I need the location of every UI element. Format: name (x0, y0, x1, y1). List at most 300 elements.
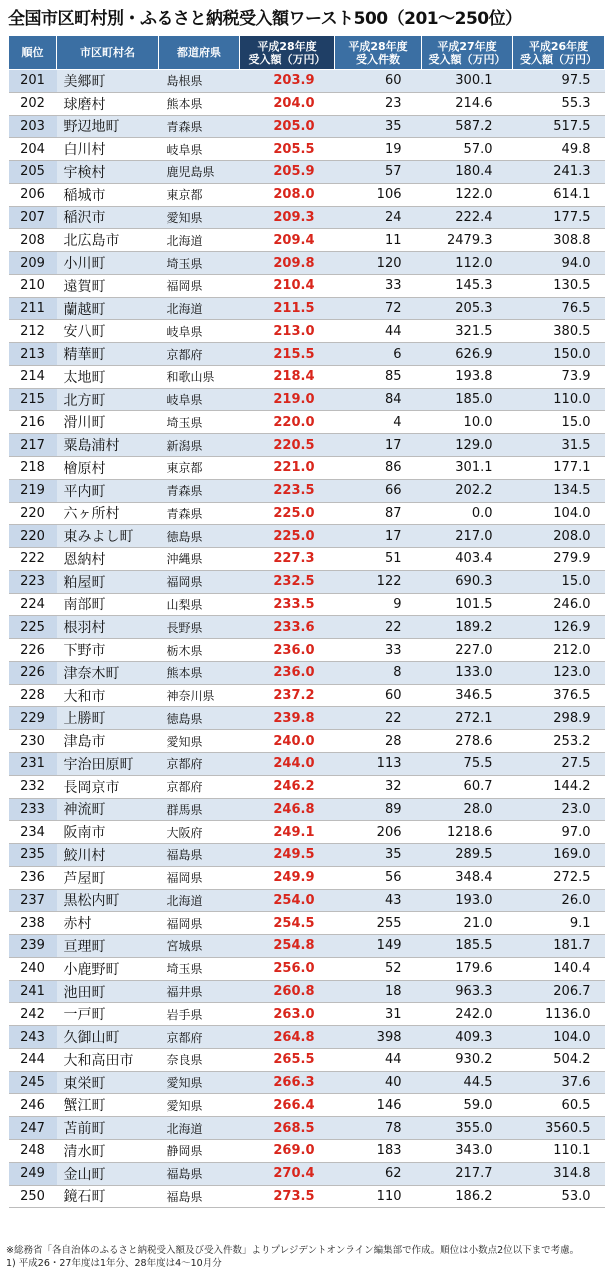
amount-h26-cell: 15.0 (513, 570, 605, 593)
amount-h27-cell: 122.0 (422, 183, 513, 206)
amount-h27-cell: 272.1 (422, 707, 513, 730)
city-cell: 神流町 (57, 798, 159, 821)
rank-cell: 203 (9, 115, 57, 138)
table-row (9, 548, 605, 571)
city-cell: 滑川町 (57, 411, 159, 434)
amount-h26-cell: 97.0 (513, 821, 605, 844)
count-h28-cell: 78 (335, 1117, 422, 1140)
header-amount-h28: 平成28年度 受入額（万円） (240, 36, 335, 70)
amount-h27-cell: 227.0 (422, 639, 513, 662)
rank-cell: 244 (9, 1048, 57, 1071)
count-h28-cell: 24 (335, 206, 422, 229)
table-row (9, 92, 605, 115)
amount-h26-cell: 241.3 (513, 161, 605, 184)
amount-h26-cell: 1136.0 (513, 1003, 605, 1026)
count-h28-cell: 33 (335, 274, 422, 297)
rank-cell: 240 (9, 957, 57, 980)
table-row (9, 502, 605, 525)
table-row (9, 161, 605, 184)
amount-h26-cell: 123.0 (513, 661, 605, 684)
count-h28-cell: 6 (335, 343, 422, 366)
rank-cell: 210 (9, 274, 57, 297)
table-row (9, 138, 605, 161)
amount-h27-cell: 60.7 (422, 775, 513, 798)
amount-h28-cell: 249.5 (240, 844, 335, 867)
amount-h27-cell: 59.0 (422, 1094, 513, 1117)
amount-h28-cell: 209.3 (240, 206, 335, 229)
count-h28-cell: 19 (335, 138, 422, 161)
amount-h28-cell: 233.5 (240, 593, 335, 616)
amount-h28-cell: 254.5 (240, 912, 335, 935)
city-cell: 遠賀町 (57, 274, 159, 297)
rank-cell: 225 (9, 616, 57, 639)
rank-cell: 230 (9, 730, 57, 753)
amount-h27-cell: 217.0 (422, 525, 513, 548)
count-h28-cell: 23 (335, 92, 422, 115)
amount-h28-cell: 204.0 (240, 92, 335, 115)
amount-h28-cell: 227.3 (240, 548, 335, 571)
pref-cell: 岐阜県 (159, 388, 240, 411)
pref-cell: 愛知県 (159, 206, 240, 229)
amount-h28-cell: 268.5 (240, 1117, 335, 1140)
amount-h26-cell: 49.8 (513, 138, 605, 161)
rank-cell: 201 (9, 70, 57, 93)
pref-cell: 山梨県 (159, 593, 240, 616)
city-cell: 平内町 (57, 479, 159, 502)
city-cell: 清水町 (57, 1139, 159, 1162)
table-row (9, 297, 605, 320)
city-cell: 亘理町 (57, 935, 159, 958)
amount-h28-cell: 246.8 (240, 798, 335, 821)
pref-cell: 鹿児島県 (159, 161, 240, 184)
pref-cell: 栃木県 (159, 639, 240, 662)
pref-cell: 大阪府 (159, 821, 240, 844)
city-cell: 池田町 (57, 980, 159, 1003)
pref-cell: 埼玉県 (159, 957, 240, 980)
city-cell: 粕屋町 (57, 570, 159, 593)
rank-cell: 229 (9, 707, 57, 730)
ranking-table (8, 35, 605, 1208)
city-cell: 下野市 (57, 639, 159, 662)
rank-cell: 248 (9, 1139, 57, 1162)
table-row (9, 980, 605, 1003)
table-row (9, 229, 605, 252)
pref-cell: 青森県 (159, 502, 240, 525)
table-row (9, 707, 605, 730)
amount-h27-cell: 101.5 (422, 593, 513, 616)
city-cell: 安八町 (57, 320, 159, 343)
amount-h28-cell: 249.1 (240, 821, 335, 844)
amount-h28-cell: 239.8 (240, 707, 335, 730)
amount-h27-cell: 217.7 (422, 1162, 513, 1185)
city-cell: 大和市 (57, 684, 159, 707)
city-cell: 六ヶ所村 (57, 502, 159, 525)
rank-cell: 214 (9, 365, 57, 388)
table-row (9, 1071, 605, 1094)
amount-h28-cell: 264.8 (240, 1026, 335, 1049)
amount-h28-cell: 210.4 (240, 274, 335, 297)
pref-cell: 京都府 (159, 775, 240, 798)
rank-cell: 232 (9, 775, 57, 798)
amount-h27-cell: 189.2 (422, 616, 513, 639)
pref-cell: 宮城県 (159, 935, 240, 958)
amount-h26-cell: 104.0 (513, 1026, 605, 1049)
table-row (9, 320, 605, 343)
count-h28-cell: 56 (335, 866, 422, 889)
amount-h26-cell: 23.0 (513, 798, 605, 821)
amount-h27-cell: 179.6 (422, 957, 513, 980)
pref-cell: 福島県 (159, 1162, 240, 1185)
rank-cell: 250 (9, 1185, 57, 1208)
amount-h27-cell: 57.0 (422, 138, 513, 161)
amount-h26-cell: 504.2 (513, 1048, 605, 1071)
rank-cell: 216 (9, 411, 57, 434)
amount-h26-cell: 104.0 (513, 502, 605, 525)
city-cell: 赤村 (57, 912, 159, 935)
rank-cell: 239 (9, 935, 57, 958)
count-h28-cell: 51 (335, 548, 422, 571)
amount-h28-cell: 221.0 (240, 457, 335, 480)
amount-h26-cell: 279.9 (513, 548, 605, 571)
pref-cell: 北海道 (159, 297, 240, 320)
table-row (9, 1117, 605, 1140)
rank-cell: 220 (9, 525, 57, 548)
header-pref: 都道府県 (159, 36, 240, 70)
count-h28-cell: 66 (335, 479, 422, 502)
table-row (9, 752, 605, 775)
rank-cell: 249 (9, 1162, 57, 1185)
table-row (9, 70, 605, 93)
rank-cell: 235 (9, 844, 57, 867)
amount-h27-cell: 193.0 (422, 889, 513, 912)
pref-cell: 埼玉県 (159, 411, 240, 434)
pref-cell: 島根県 (159, 70, 240, 93)
city-cell: 一戸町 (57, 1003, 159, 1026)
city-cell: 宇検村 (57, 161, 159, 184)
amount-h27-cell: 348.4 (422, 866, 513, 889)
amount-h26-cell: 272.5 (513, 866, 605, 889)
count-h28-cell: 44 (335, 320, 422, 343)
pref-cell: 青森県 (159, 479, 240, 502)
pref-cell: 沖縄県 (159, 548, 240, 571)
amount-h27-cell: 587.2 (422, 115, 513, 138)
rank-cell: 220 (9, 502, 57, 525)
amount-h28-cell: 209.8 (240, 252, 335, 275)
rank-cell: 204 (9, 138, 57, 161)
count-h28-cell: 18 (335, 980, 422, 1003)
rank-cell: 208 (9, 229, 57, 252)
pref-cell: 愛知県 (159, 1071, 240, 1094)
amount-h26-cell: 37.6 (513, 1071, 605, 1094)
table-row (9, 798, 605, 821)
amount-h26-cell: 130.5 (513, 274, 605, 297)
table-row (9, 957, 605, 980)
city-cell: 東みよし町 (57, 525, 159, 548)
rank-cell: 223 (9, 570, 57, 593)
amount-h27-cell: 133.0 (422, 661, 513, 684)
amount-h28-cell: 219.0 (240, 388, 335, 411)
rank-cell: 226 (9, 639, 57, 662)
pref-cell: 熊本県 (159, 661, 240, 684)
amount-h26-cell: 246.0 (513, 593, 605, 616)
rank-cell: 233 (9, 798, 57, 821)
amount-h26-cell: 140.4 (513, 957, 605, 980)
amount-h28-cell: 265.5 (240, 1048, 335, 1071)
amount-h26-cell: 177.5 (513, 206, 605, 229)
amount-h27-cell: 205.3 (422, 297, 513, 320)
amount-h28-cell: 218.4 (240, 365, 335, 388)
amount-h26-cell: 314.8 (513, 1162, 605, 1185)
amount-h27-cell: 278.6 (422, 730, 513, 753)
count-h28-cell: 183 (335, 1139, 422, 1162)
count-h28-cell: 106 (335, 183, 422, 206)
count-h28-cell: 85 (335, 365, 422, 388)
table-row (9, 570, 605, 593)
amount-h27-cell: 963.3 (422, 980, 513, 1003)
city-cell: 恩納村 (57, 548, 159, 571)
amount-h26-cell: 144.2 (513, 775, 605, 798)
table-row (9, 1185, 605, 1208)
count-h28-cell: 31 (335, 1003, 422, 1026)
amount-h28-cell: 205.0 (240, 115, 335, 138)
city-cell: 鏡石町 (57, 1185, 159, 1208)
city-cell: 阪南市 (57, 821, 159, 844)
count-h28-cell: 120 (335, 252, 422, 275)
count-h28-cell: 60 (335, 70, 422, 93)
table-row (9, 206, 605, 229)
pref-cell: 福島県 (159, 844, 240, 867)
amount-h27-cell: 343.0 (422, 1139, 513, 1162)
amount-h26-cell: 134.5 (513, 479, 605, 502)
rank-cell: 222 (9, 548, 57, 571)
amount-h26-cell: 60.5 (513, 1094, 605, 1117)
pref-cell: 北海道 (159, 229, 240, 252)
amount-h28-cell: 225.0 (240, 525, 335, 548)
amount-h26-cell: 517.5 (513, 115, 605, 138)
count-h28-cell: 4 (335, 411, 422, 434)
count-h28-cell: 28 (335, 730, 422, 753)
amount-h26-cell: 181.7 (513, 935, 605, 958)
amount-h27-cell: 10.0 (422, 411, 513, 434)
amount-h28-cell: 254.0 (240, 889, 335, 912)
table-row (9, 183, 605, 206)
count-h28-cell: 35 (335, 844, 422, 867)
amount-h26-cell: 110.0 (513, 388, 605, 411)
city-cell: 白川村 (57, 138, 159, 161)
count-h28-cell: 60 (335, 684, 422, 707)
count-h28-cell: 44 (335, 1048, 422, 1071)
amount-h28-cell: 256.0 (240, 957, 335, 980)
amount-h28-cell: 205.5 (240, 138, 335, 161)
table-row (9, 457, 605, 480)
header-rank: 順位 (9, 36, 57, 70)
amount-h28-cell: 244.0 (240, 752, 335, 775)
pref-cell: 岐阜県 (159, 138, 240, 161)
city-cell: 津奈木町 (57, 661, 159, 684)
rank-cell: 246 (9, 1094, 57, 1117)
table-row (9, 912, 605, 935)
amount-h26-cell: 208.0 (513, 525, 605, 548)
amount-h27-cell: 2479.3 (422, 229, 513, 252)
pref-cell: 東京都 (159, 457, 240, 480)
amount-h28-cell: 220.5 (240, 434, 335, 457)
header-amount-h27: 平成27年度 受入額（万円） (422, 36, 513, 70)
rank-cell: 236 (9, 866, 57, 889)
amount-h27-cell: 301.1 (422, 457, 513, 480)
table-row (9, 525, 605, 548)
amount-h26-cell: 206.7 (513, 980, 605, 1003)
city-cell: 稲城市 (57, 183, 159, 206)
rank-cell: 237 (9, 889, 57, 912)
rank-cell: 205 (9, 161, 57, 184)
count-h28-cell: 22 (335, 707, 422, 730)
amount-h28-cell: 232.5 (240, 570, 335, 593)
count-h28-cell: 8 (335, 661, 422, 684)
city-cell: 小川町 (57, 252, 159, 275)
pref-cell: 岐阜県 (159, 320, 240, 343)
pref-cell: 奈良県 (159, 1048, 240, 1071)
amount-h26-cell: 177.1 (513, 457, 605, 480)
table-row (9, 115, 605, 138)
rank-cell: 243 (9, 1026, 57, 1049)
amount-h28-cell: 237.2 (240, 684, 335, 707)
amount-h27-cell: 186.2 (422, 1185, 513, 1208)
amount-h26-cell: 150.0 (513, 343, 605, 366)
amount-h27-cell: 690.3 (422, 570, 513, 593)
count-h28-cell: 398 (335, 1026, 422, 1049)
city-cell: 鮫川村 (57, 844, 159, 867)
count-h28-cell: 40 (335, 1071, 422, 1094)
table-row (9, 616, 605, 639)
amount-h26-cell: 3560.5 (513, 1117, 605, 1140)
city-cell: 蘭越町 (57, 297, 159, 320)
count-h28-cell: 35 (335, 115, 422, 138)
count-h28-cell: 22 (335, 616, 422, 639)
amount-h28-cell: 215.5 (240, 343, 335, 366)
amount-h28-cell: 266.3 (240, 1071, 335, 1094)
amount-h27-cell: 222.4 (422, 206, 513, 229)
table-row (9, 844, 605, 867)
city-cell: 東栄町 (57, 1071, 159, 1094)
rank-cell: 242 (9, 1003, 57, 1026)
amount-h26-cell: 169.0 (513, 844, 605, 867)
amount-h28-cell: 208.0 (240, 183, 335, 206)
count-h28-cell: 11 (335, 229, 422, 252)
table-row (9, 365, 605, 388)
pref-cell: 静岡県 (159, 1139, 240, 1162)
table-row (9, 775, 605, 798)
count-h28-cell: 57 (335, 161, 422, 184)
amount-h26-cell: 26.0 (513, 889, 605, 912)
pref-cell: 福岡県 (159, 570, 240, 593)
amount-h26-cell: 380.5 (513, 320, 605, 343)
city-cell: 苫前町 (57, 1117, 159, 1140)
table-row (9, 1048, 605, 1071)
amount-h27-cell: 185.5 (422, 935, 513, 958)
amount-h28-cell: 225.0 (240, 502, 335, 525)
table-row (9, 866, 605, 889)
city-cell: 上勝町 (57, 707, 159, 730)
rank-cell: 207 (9, 206, 57, 229)
table-row (9, 388, 605, 411)
count-h28-cell: 43 (335, 889, 422, 912)
pref-cell: 神奈川県 (159, 684, 240, 707)
pref-cell: 北海道 (159, 1117, 240, 1140)
pref-cell: 京都府 (159, 343, 240, 366)
amount-h26-cell: 614.1 (513, 183, 605, 206)
table-row (9, 1139, 605, 1162)
footnotes (6, 1244, 606, 1270)
count-h28-cell: 110 (335, 1185, 422, 1208)
pref-cell: 岩手県 (159, 1003, 240, 1026)
amount-h27-cell: 193.8 (422, 365, 513, 388)
amount-h27-cell: 930.2 (422, 1048, 513, 1071)
pref-cell: 福島県 (159, 1185, 240, 1208)
amount-h26-cell: 97.5 (513, 70, 605, 93)
table-row (9, 1162, 605, 1185)
amount-h28-cell: 269.0 (240, 1139, 335, 1162)
amount-h27-cell: 321.5 (422, 320, 513, 343)
header-row (9, 36, 605, 70)
city-cell: 精華町 (57, 343, 159, 366)
amount-h26-cell: 298.9 (513, 707, 605, 730)
city-cell: 長岡京市 (57, 775, 159, 798)
amount-h26-cell: 126.9 (513, 616, 605, 639)
amount-h28-cell: 249.9 (240, 866, 335, 889)
count-h28-cell: 84 (335, 388, 422, 411)
amount-h28-cell: 240.0 (240, 730, 335, 753)
pref-cell: 和歌山県 (159, 365, 240, 388)
amount-h28-cell: 270.4 (240, 1162, 335, 1185)
amount-h28-cell: 246.2 (240, 775, 335, 798)
pref-cell: 福岡県 (159, 912, 240, 935)
amount-h28-cell: 213.0 (240, 320, 335, 343)
count-h28-cell: 17 (335, 434, 422, 457)
amount-h27-cell: 1218.6 (422, 821, 513, 844)
rank-cell: 213 (9, 343, 57, 366)
count-h28-cell: 87 (335, 502, 422, 525)
rank-cell: 209 (9, 252, 57, 275)
amount-h26-cell: 9.1 (513, 912, 605, 935)
count-h28-cell: 72 (335, 297, 422, 320)
amount-h27-cell: 21.0 (422, 912, 513, 935)
amount-h27-cell: 409.3 (422, 1026, 513, 1049)
amount-h28-cell: 266.4 (240, 1094, 335, 1117)
pref-cell: 京都府 (159, 752, 240, 775)
rank-cell: 202 (9, 92, 57, 115)
city-cell: 檜原村 (57, 457, 159, 480)
amount-h28-cell: 203.9 (240, 70, 335, 93)
header-city: 市区町村名 (57, 36, 159, 70)
amount-h26-cell: 15.0 (513, 411, 605, 434)
count-h28-cell: 33 (335, 639, 422, 662)
rank-cell: 215 (9, 388, 57, 411)
amount-h28-cell: 211.5 (240, 297, 335, 320)
pref-cell: 福岡県 (159, 866, 240, 889)
pref-cell: 京都府 (159, 1026, 240, 1049)
count-h28-cell: 62 (335, 1162, 422, 1185)
header-amount-h26: 平成26年度 受入額（万円） (513, 36, 605, 70)
amount-h27-cell: 0.0 (422, 502, 513, 525)
table-row (9, 684, 605, 707)
amount-h28-cell: 236.0 (240, 639, 335, 662)
rank-cell: 247 (9, 1117, 57, 1140)
table-row (9, 1094, 605, 1117)
city-cell: 球磨村 (57, 92, 159, 115)
pref-cell: 北海道 (159, 889, 240, 912)
amount-h27-cell: 242.0 (422, 1003, 513, 1026)
rank-cell: 231 (9, 752, 57, 775)
